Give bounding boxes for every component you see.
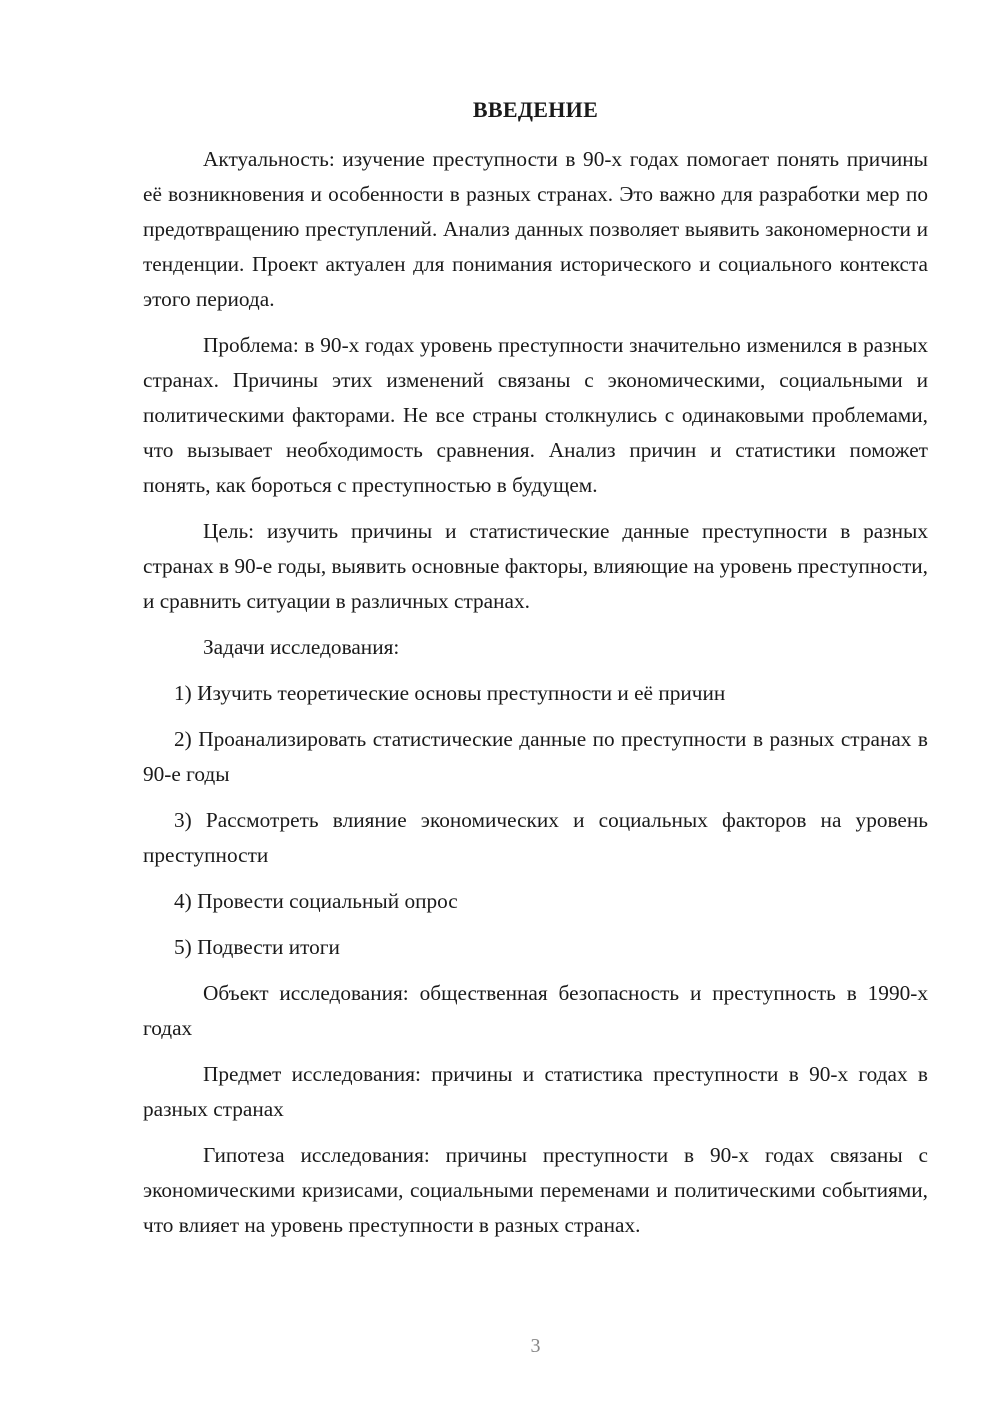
document-page bbox=[143, 0, 928, 1414]
list-item-task-2: 2) Проанализировать статистические данные по преступности в разных странах в 90-е годы bbox=[143, 727, 928, 786]
paragraph-tasks-heading: Задачи исследования: bbox=[203, 635, 400, 659]
list-item-task-5: 5) Подвести итоги bbox=[174, 935, 340, 959]
paragraph-problem: Проблема: в 90-х годах уровень преступности значительно изменился в разных странах. Причины этих изменений связаны с экономическими, социальными и политическими факторами. Не все страны столкнулись с одинаковыми проблемами, что вызывает необходимость сравнения. Анализ причин и статистики поможет понять, как бороться с преступностью в будущем. bbox=[143, 333, 928, 497]
list-item-task-4: 4) Провести социальный опрос bbox=[174, 889, 458, 913]
document-body bbox=[143, 142, 928, 1254]
page-title: ВВЕДЕНИЕ bbox=[472, 97, 599, 122]
paragraph-subject: Предмет исследования: причины и статистика преступности в 90-х годах в разных странах bbox=[143, 1062, 928, 1121]
paragraph-hypothesis: Гипотеза исследования: причины преступности в 90-х годах связаны с экономическими кризисами, социальными переменами и политическими событиями, что влияет на уровень преступности в разных странах. bbox=[143, 1143, 928, 1237]
list-item-task-1: 1) Изучить теоретические основы преступности и её причин bbox=[174, 681, 726, 705]
paragraph-goal: Цель: изучить причины и статистические данные преступности в разных странах в 90-е годы, выявить основные факторы, влияющие на уровень преступности, и сравнить ситуации в различных странах. bbox=[143, 519, 928, 613]
page-number: 3 bbox=[530, 1335, 541, 1357]
paragraph-object: Объект исследования: общественная безопасность и преступность в 1990-х годах bbox=[143, 981, 928, 1040]
list-item-task-3: 3) Рассмотреть влияние экономических и социальных факторов на уровень преступности bbox=[143, 808, 928, 867]
paragraph-relevance: Актуальность: изучение преступности в 90-х годах помогает понять причины её возникновения и особенности в разных странах. Это важно для разработки мер по предотвращению преступлений. Анализ данных позволяет выявить закономерности и тенденции. Проект актуален для понимания исторического и социального контекста этого периода. bbox=[143, 147, 928, 311]
